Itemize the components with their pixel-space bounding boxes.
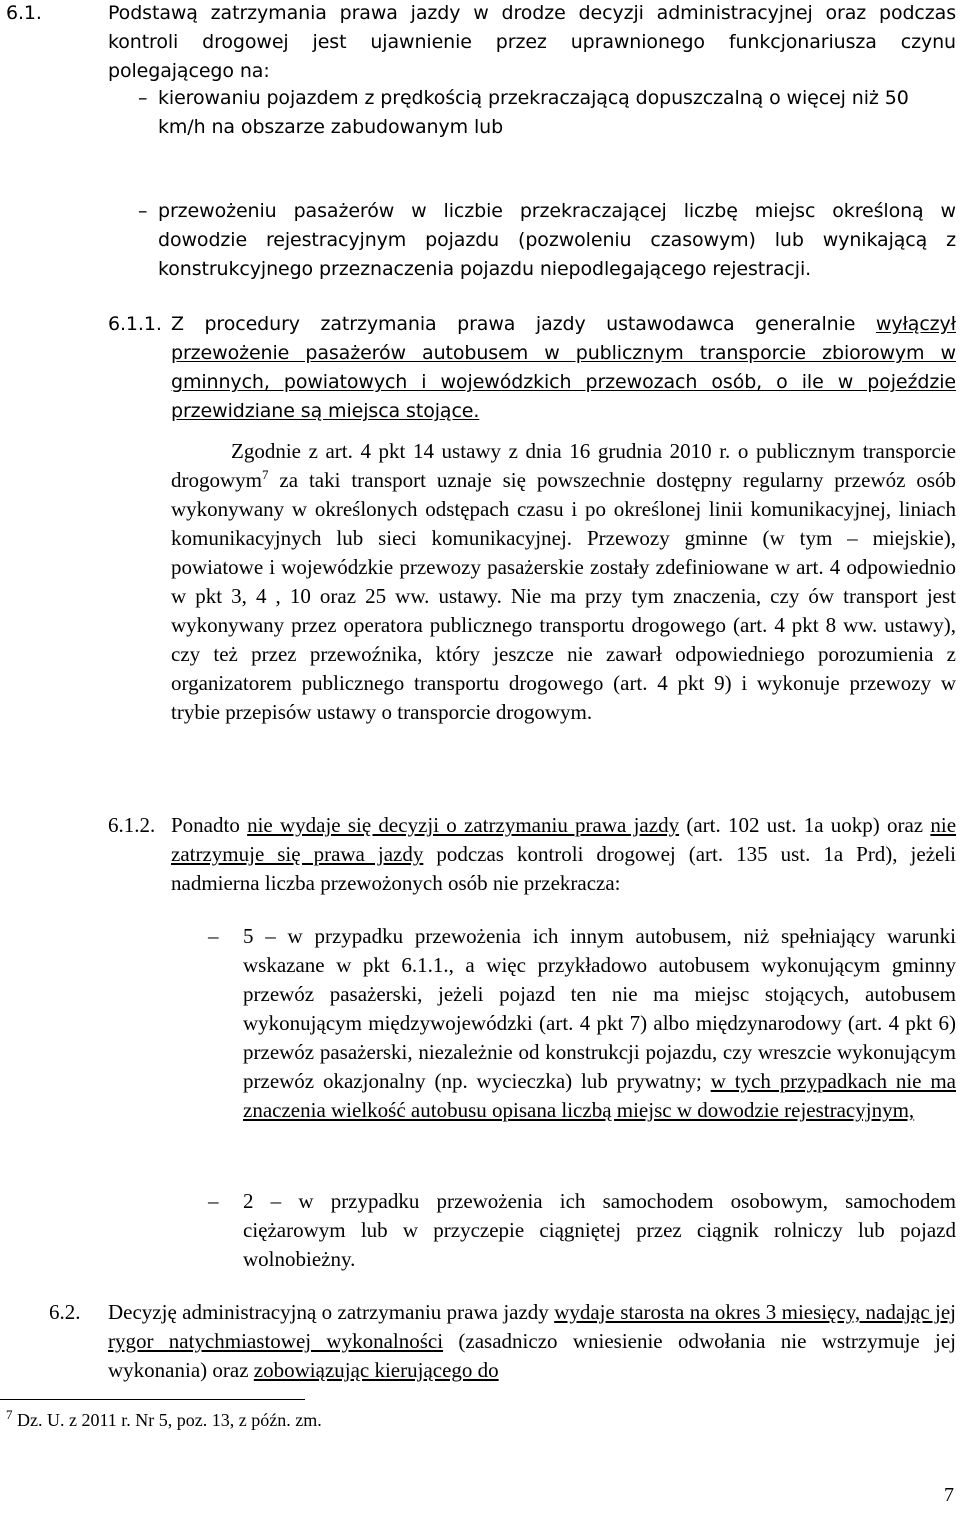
footnote-separator bbox=[0, 1399, 305, 1400]
list-item-1: kierowaniu pojazdem z prędkością przekraczającą dopuszczalną o więcej niż 50 km/h na obszarze zabudowanym lub bbox=[158, 87, 909, 138]
list-dash: – bbox=[138, 87, 148, 109]
section-number-6-1-1: 6.1.1. bbox=[108, 313, 162, 335]
section-number-6-2: 6.2. bbox=[49, 1300, 81, 1324]
section-6-1-1-paragraph-2: Zgodnie z art. 4 pkt 14 ustawy z dnia 16 grudnia 2010 r. o publicznym transporcie drogowym$^7$ za taki transport uznaje się powszechnie dostępny regularny przewóz osób wykonywany w określonych odstępach czasu i po określonej linii komunikacyjnej, liniach komunikacyjnych lub sieci komunikacyjnej. Przewozy gminne (w tym – miejskie), powiatowe i wojewódzkie przewozy pasażerskie zostały zdefiniowane w art. 4 odpowiednio w pkt 3, 4 , 10 oraz 25 ww. ustawy. Nie ma przy tym znaczenia, czy ów transport jest wykonywany przez operatora publicznego transportu drogowego (art. 4 pkt 8 ww. ustawy), czy też przez przewoźnika, który jeszcze nie zawarł odpowiedniego porozumienia z organizatorem publicznego transportu drogowego (art. 4 pkt 9) i wykonuje przewozy w trybie przepisów ustawy o transporcie drogowym. bbox=[171, 439, 956, 724]
list-dash: – bbox=[208, 1189, 219, 1213]
section-number-6-1-2: 6.1.2. bbox=[108, 813, 156, 837]
list-dash: – bbox=[208, 924, 219, 948]
section-6-1-2-text: Ponadto nie wydaje się decyzji o zatrzymaniu prawa jazdy (art. 102 ust. 1a uokp) oraz nie zatrzymuje się prawa jazdy podczas kontroli drogowej (art. 135 ust. 1a Prd), jeżeli nadmierna liczba przewożonych osób nie przekracza: bbox=[171, 813, 957, 895]
list-item-2-persons: 2 – w przypadku przewożenia ich samochodem osobowym, samochodem ciężarowym lub w przyczepie ciągniętej przez ciągnik rolniczy lub pojazd wolnobieżny. bbox=[243, 1189, 956, 1271]
list-dash: – bbox=[138, 200, 148, 222]
list-item-5-persons: 5 – w przypadku przewożenia ich innym autobusem, niż spełniający warunki wskazane w pkt 6.1.1., a więc przykładowo autobusem wykonującym gminny przewóz pasażerski, jeżeli pojazd ten nie ma miejsc stojących, autobusem wykonującym międzywojewódzki (art. 4 pkt 7) albo międzynarodowy (art. 4 pkt 6) przewóz pasażerski, niezależnie od konstrukcji pojazdu, czy wreszcie wykonującym przewóz okazjonalny (np. wycieczka) lub prywatny; w tych przypadkach nie ma znaczenia wielkość autobusu opisana liczbą miejsc w dowodzie rejestracyjnym, bbox=[243, 924, 956, 1122]
section-6-2-text: Decyzję administracyjną o zatrzymaniu prawa jazdy wydaje starosta na okres 3 miesięcy, nadając jej rygor natychmiastowej wykonalności (zasadniczo wniesienie odwołania nie wstrzymuje jej wykonania) oraz zobowiązując kierującego do bbox=[108, 1300, 957, 1382]
footnote-ref: 7 bbox=[262, 467, 269, 482]
section-6-1-1-text: Z procedury zatrzymania prawa jazdy ustawodawca generalnie wyłączył przewożenie pasażerów autobusem w publicznym transporcie zbiorowym w gminnych, powiatowych i wojewódzkich przewozach osób, o ile w pojeździe przewidziane są miejsca stojące. bbox=[171, 313, 956, 422]
section-6-1-text: Podstawą zatrzymania prawa jazdy w drodze decyzji administracyjnej oraz podczas kontroli drogowej jest ujawnienie przez uprawnionego funkcjonariusza czynu polegającego na: bbox=[108, 2, 956, 82]
page-number: 7 bbox=[944, 1484, 954, 1506]
list-item-2: przewożeniu pasażerów w liczbie przekraczającej liczbę miejsc określoną w dowodzie rejestracyjnym pojazdu (pozwoleniu czasowym) lub wynikającą z konstrukcyjnego przeznaczenia pojazdu niepodlegającego rejestracji. bbox=[158, 200, 956, 280]
section-number-6-1: 6.1. bbox=[6, 2, 42, 24]
underlined-text: wyłączył przewożenie pasażerów autobusem w publicznym transporcie zbiorowym w gminnych, powiatowych i wojewódzkich przewozach osób, o ile w pojeździe przewidziane są miejsca stojące. bbox=[171, 313, 956, 422]
footnote: $^7$ Dz. U. z 2011 r. Nr 5, poz. 13, z późn. zm. bbox=[6, 1407, 322, 1430]
